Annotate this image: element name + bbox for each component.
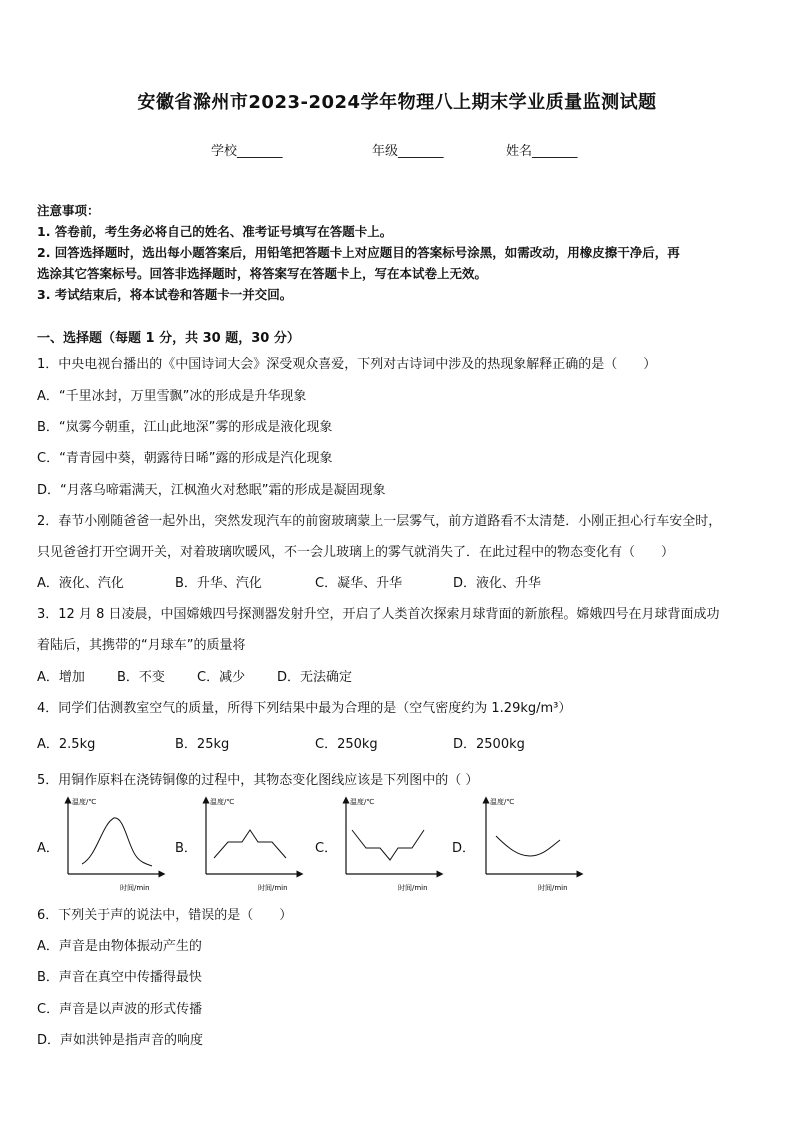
q6-option-d[interactable]: D．声如洪钟是指声音的响度 bbox=[37, 1033, 204, 1048]
notice-item: 2. 回答选择题时，选出每小题答案后，用铅笔把答题卡上对应题目的答案标号涂黑，如需改动，用橡皮擦干净后，再 bbox=[37, 245, 680, 260]
graph-option-a[interactable] bbox=[62, 796, 172, 896]
graph-c-curve bbox=[352, 830, 424, 860]
q3-option-d[interactable]: D．无法确定 bbox=[277, 670, 353, 685]
q2-option-d[interactable]: D．液化、升华 bbox=[453, 576, 542, 591]
question-5-stem: 5．用铜作原料在浇铸铜像的过程中，其物态变化图线应该是下列图中的（ ） bbox=[37, 773, 479, 788]
notice-item: 3. 考试结束后，将本试卷和答题卡一并交回。 bbox=[37, 287, 293, 302]
notice-heading: 注意事项： bbox=[37, 203, 100, 218]
q2-option-a[interactable]: A．液化、汽化 bbox=[37, 576, 124, 591]
graph-b-curve bbox=[214, 830, 286, 858]
graph-option-b[interactable] bbox=[200, 796, 310, 896]
q3-option-c[interactable]: C．减少 bbox=[197, 670, 246, 685]
section-heading: 一、选择题（每题 1 分，共 30 题，30 分） bbox=[37, 331, 300, 346]
name-field[interactable]: 姓名_______ bbox=[506, 144, 578, 159]
graph-a-ylabel: 温度/℃ bbox=[72, 798, 97, 806]
q5-option-a-label[interactable]: A． bbox=[37, 841, 59, 856]
q6-option-c[interactable]: C．声音是以声波的形式传播 bbox=[37, 1002, 203, 1017]
graph-a-curve bbox=[82, 818, 152, 866]
question-2-stem: 2．春节小刚随爸爸一起外出，突然发现汽车的前窗玻璃蒙上一层雾气，前方道路看不太清楚．小刚正担心行车安全时， bbox=[37, 514, 722, 529]
graph-b-xlabel: 时间/min bbox=[258, 884, 288, 892]
school-field[interactable]: 学校_______ bbox=[211, 144, 283, 159]
q1-option-b[interactable]: B．“岚雾今朝重，江山此地深”雾的形成是液化现象 bbox=[37, 420, 333, 435]
graph-option-c[interactable] bbox=[340, 796, 450, 896]
q1-option-c[interactable]: C．“青青园中葵，朝露待日晞”露的形成是汽化现象 bbox=[37, 451, 333, 466]
graph-b-ylabel: 温度/℃ bbox=[210, 798, 235, 806]
q3-option-a[interactable]: A．增加 bbox=[37, 670, 85, 685]
q4-option-b[interactable]: B．25kg bbox=[175, 737, 230, 752]
grade-field[interactable]: 年级_______ bbox=[372, 144, 444, 159]
q5-option-c-label[interactable]: C． bbox=[315, 841, 338, 856]
graph-d-curve bbox=[496, 836, 560, 856]
graph-a-xlabel: 时间/min bbox=[120, 884, 150, 892]
q4-option-c[interactable]: C．250kg bbox=[315, 737, 378, 752]
q5-option-b-label[interactable]: B． bbox=[175, 841, 197, 856]
graph-c-ylabel: 温度/℃ bbox=[350, 798, 375, 806]
notice-block bbox=[37, 200, 759, 305]
q5-option-d-label[interactable]: D． bbox=[452, 841, 476, 856]
q2-option-b[interactable]: B．升华、汽化 bbox=[175, 576, 262, 591]
q3-option-b[interactable]: B．不变 bbox=[117, 670, 165, 685]
q4-option-d[interactable]: D．2500kg bbox=[453, 737, 525, 752]
question-4-stem: 4．同学们估测教室空气的质量，所得下列结果中最为合理的是（空气密度约为 1.29kg/m³） bbox=[37, 701, 572, 716]
question-2-stem-cont: 只见爸爸打开空调开关，对着玻璃吹暖风，不一会儿玻璃上的雾气就消失了．在此过程中的物态变化有（ ） bbox=[37, 545, 675, 560]
notice-item: 选涂其它答案标号。回答非选择题时，将答案写在答题卡上，写在本试卷上无效。 bbox=[37, 266, 488, 281]
question-3-stem-cont: 着陆后，其携带的“月球车”的质量将 bbox=[37, 638, 246, 653]
q2-option-c[interactable]: C．凝华、升华 bbox=[315, 576, 403, 591]
question-6-stem: 6．下列关于声的说法中，错误的是（ ） bbox=[37, 908, 293, 923]
q4-option-a[interactable]: A．2.5kg bbox=[37, 737, 96, 752]
question-1-stem: 1．中央电视台播出的《中国诗词大会》深受观众喜爱，下列对古诗词中涉及的热现象解释正确的是（ ） bbox=[37, 357, 657, 372]
q6-option-b[interactable]: B．声音在真空中传播得最快 bbox=[37, 970, 202, 985]
graph-d-ylabel: 温度/℃ bbox=[490, 798, 515, 806]
exam-title: 安徽省滁州市2023-2024学年物理八上期末学业质量监测试题 bbox=[137, 92, 657, 113]
q1-option-d[interactable]: D．“月落乌啼霜满天，江枫渔火对愁眠”霜的形成是凝固现象 bbox=[37, 483, 386, 498]
q1-option-a[interactable]: A．“千里冰封，万里雪飘”冰的形成是升华现象 bbox=[37, 389, 307, 404]
notice-item: 1. 答卷前，考生务必将自己的姓名、准考证号填写在答题卡上。 bbox=[37, 224, 393, 239]
graph-c-xlabel: 时间/min bbox=[398, 884, 428, 892]
q6-option-a[interactable]: A．声音是由物体振动产生的 bbox=[37, 939, 202, 954]
graph-option-d[interactable] bbox=[480, 796, 590, 896]
graph-d-xlabel: 时间/min bbox=[538, 884, 568, 892]
question-3-stem: 3．12 月 8 日凌晨，中国嫦娥四号探测器发射升空，开启了人类首次探索月球背面的新旅程。嫦娥四号在月球背面成功 bbox=[37, 607, 720, 622]
